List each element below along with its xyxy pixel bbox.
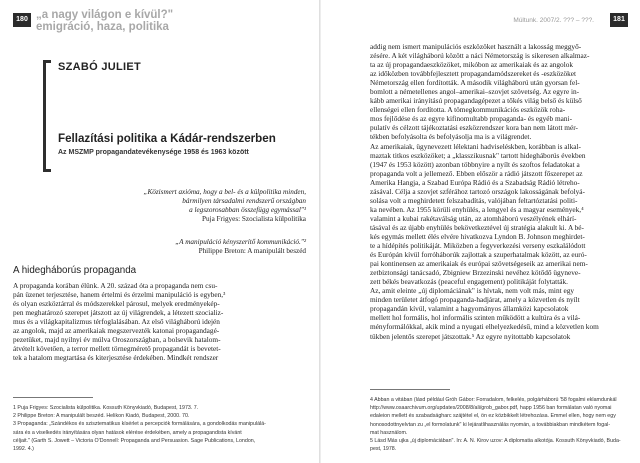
body-line: ellenségei ellen fordította. A tömegkommunikációs eszközök roha- [370,105,566,115]
footnote-line: 3 Propaganda: „Szándékos és szisztematikus kísérlet a percepciók formálására, a gondolkodás manipulálá- [13,421,266,428]
footnote-line: pest, 1978. [370,446,397,453]
body-line: kább amerikai irányítású propagandagépezet a tőkés világ belső és külső [370,96,582,106]
body-line: zésére. A két világháború között a náci Németország is sikeresen alkalmaz- [370,51,590,61]
body-line: Az, amit eleinte „új diplomáciának" is hívtak, nem volt más, mint egy [370,286,574,296]
motto-line: „Közismert axióma, hogy a bel- és a külpolitika minden, [143,188,306,196]
running-title-right: Múltunk. 2007/2. ??? – ???. [513,17,594,24]
body-line: Amerika Hangja, a Szabad Európa Rádió és a Szabadság Rádió létreho- [370,177,580,187]
body-line: Az amerikaiak, ügynevezett lélektani hadviseléskben, korábban is alkal- [370,141,581,151]
footnote-divider-left [13,397,93,398]
footnote-line: 1 Puja Frigyes: Szocialista külpolitika. Kossuth Könyvkiadó, Budapest, 1973. 7. [13,405,199,411]
body-line: propagandán kívül, valamint a hagyományos államközi kapcsolatok [370,304,569,314]
footnote-line: sára és a viselkedés irányítására olyan hatások elérése érdekében, amely a propagandista kívánt [13,429,242,436]
body-line: pezetüket, majd nyilnyi év múlva Oroszországban, a bolsevik hatalom- [13,335,221,345]
article-title: Fellazítási politika a Kádár-rendszerben [58,132,276,145]
running-title-line-1: „a nagy világon e kívül?" [36,9,174,21]
body-line: az angolok, majd az amerikaiak megszervezték katonai propagandagé- [13,326,220,336]
page-number-left: 180 [13,13,31,27]
body-text-right [370,42,625,341]
right-page [320,0,640,463]
motto-breton [175,238,306,256]
body-line: mellett hol formális, hol informális szinten működött a kultúra és a vilá- [370,313,581,323]
running-title-left [36,9,173,33]
body-line: és olyan eszköztárral és módszerekkel párosul, melyek eredményekép- [13,299,220,309]
footnote-line: edaleion mellett és szabadságharc szájtétel el, ön ez közbikkelt létrehozása. Emmel ellen, hogy nem egy [370,413,616,420]
author-name: SZABÓ JULIET [58,61,142,73]
body-line: Németország ellen fordították. A második világháború után gyorsan fel- [370,78,580,88]
footnote-divider-right [370,389,450,390]
body-line: tékben befolyásolta és befolyásolja ma is a világrendet. [370,132,532,142]
body-line: zetbiztonsági tanácsadó, Zbigniew Brzezinski nevéhez kötődő ügyneve- [370,268,581,278]
body-line: (1947 és 1953 között) azonban többnyire a nyílt és szoftos feladatokat a [370,159,580,169]
motto-line: „A manipuláció kényszerítő kommunikáció."² [175,238,306,246]
body-line: solása volt a meghirdetett felszabadítás, valójában feltartóztatási politi- [370,195,578,205]
motto-puja [144,188,307,224]
body-line: pán üzenet terjesztése, hanem értelmi és érzelmi manipuláció is egyben,³ [13,290,226,300]
body-line: az időközben továbbfejlesztett propagandamódszereket és -eszközöket [370,69,577,79]
title-bracket [43,60,51,172]
body-line: átvételt követően, a terror mellett törnegmérető propagandát is bevetet- [13,344,221,354]
footnote-line: http://www.osaarchivum.org/updates/2008/8/ali/grob_gabor.pdf, happ 1956 ban formálatan való nyomai [370,405,612,412]
body-line: tásával és az újabb enyhülés bekövetkeztével új stratégia alakult ki. A bé- [370,222,584,232]
body-text-left [13,281,307,362]
article-subtitle: Az MSZMP propagandatevékenysége 1958 és 1963 között [58,149,249,156]
footnote-line: 1992. 4.) [13,446,34,453]
body-line: ka nevében. Az 1955 körüli enyhülés, a lengyel és a magyar események,⁴ [370,204,584,214]
motto-source: Philippe Breton: A manipulált beszéd [198,247,306,255]
footnote-line: 5 Lásd Más ujka „új diplomáciában". In: A. N. Kirov uzov: A diplomatia alkotója. Kossuth Könyvkiadó, Buda- [370,438,621,445]
footnote-line: 2 Philippe Breton: A manipulált beszéd. Helikon Kiadó, Budapest, 2000. 70. [13,413,190,420]
motto-source: Puja Frigyes: Szocialista külpolitika [201,215,306,223]
body-line: pulatív és célzott tájékoztatási eszközrendszer kora ban nem látott mér- [370,123,578,133]
body-line: pai kontinensen az amerikaiak és európai szövetségeseik az amerikai nem- [370,259,588,269]
body-line: maztak titkos eszközöket; a „klasszikusnak" tartott hidegháborús években [370,150,586,160]
body-line: addig nem ismert manipulációs eszközöket használt a lakosság meggyő- [370,42,582,51]
body-line: mos fejlődése és az egyre kifinomultabb propaganda- és egyéb mani- [370,114,573,124]
body-line: valamint a kubai rakétaválság után, az atomháború veszélyének elhárí- [370,213,577,223]
body-line: mus és a világkapitalizmus térfoglalásában. Az első világháború idején [13,317,220,327]
body-line: bomlott a németellenes angol–amerikai–szovjet szövetség. Az egyre in- [370,87,580,97]
body-line: propaganda volt a jellemező. Ebben először a rádió játszott főszerepet az [370,168,583,178]
body-line: tek a hatalom megtartása és kiterjesztése érdekében. Mindkét rendszer [13,353,219,363]
footnotes-left [13,404,309,453]
body-line: kés egymás mellett élés elvére hivatkozva Lyndon B. Johnson meghirdet- [370,231,585,241]
page-number-right: 181 [610,13,628,27]
footnote-line: 4 Abban a vitában (lásd például Gróh Gábor: Forradalom, felkelés, polgárháború '58 fogalmi eklamdunkál [370,397,617,403]
section-heading: A hidegháborús propaganda [13,265,137,276]
body-line: ta az új propagandaeszközöket, mikóbon az amerikaiak és az angolok [370,60,574,70]
body-line: zett békés beavatkozás (peaceful engagement) politikáját folytatták. [370,277,568,287]
running-title-line-2: emigráció, haza, politika [36,21,169,33]
body-line: ményformálókkal, akik mind a nyugati elhelyezkedésű, mind a közvetlen kom [370,322,599,332]
motto-line: a legszorosabban összefügg egymással"¹ [189,206,306,214]
footnote-line: honosodottnyelvtan zu „el formolatunk" ki lejáratlihasználás nyomán, a továbbiakban mindkétem fogal- [370,421,611,428]
body-line: és Európán kívül forróháborúk zajlottak a szuperhatalmak között, az euró- [370,250,587,260]
footnote-line: céljait." (Garth S. Jowett – Victoria O'Donnell: Propaganda and Persuasion. Sage Publications, London, [13,437,256,444]
body-line: zásával. Célja a szovjet szférához tartozó országok lakosságának befolyá- [370,186,585,196]
body-line: pen meghatározó szerepet játszott az új világrendek, a létezett szocializ- [13,308,224,318]
body-line: minden területet átfogó propaganda-hadjárat, amely a közvetlen és nyílt [370,295,580,305]
body-line: te a hídépítés politikáját. Miközben a fegyverkezési verseny eszkalálódott [370,241,586,251]
footnote-line: mat használom. [370,429,408,436]
motto-line: bármilyen társadalmi rendszerű országban [182,197,306,205]
body-line: A propaganda korában élünk. A 20. század óta a propaganda nem csu- [13,281,218,290]
footnotes-right [370,396,632,453]
body-line: tükben jelentős szerepet játszottak.⁵ Az egyre nyitottabb kapcsolatok [370,331,571,341]
